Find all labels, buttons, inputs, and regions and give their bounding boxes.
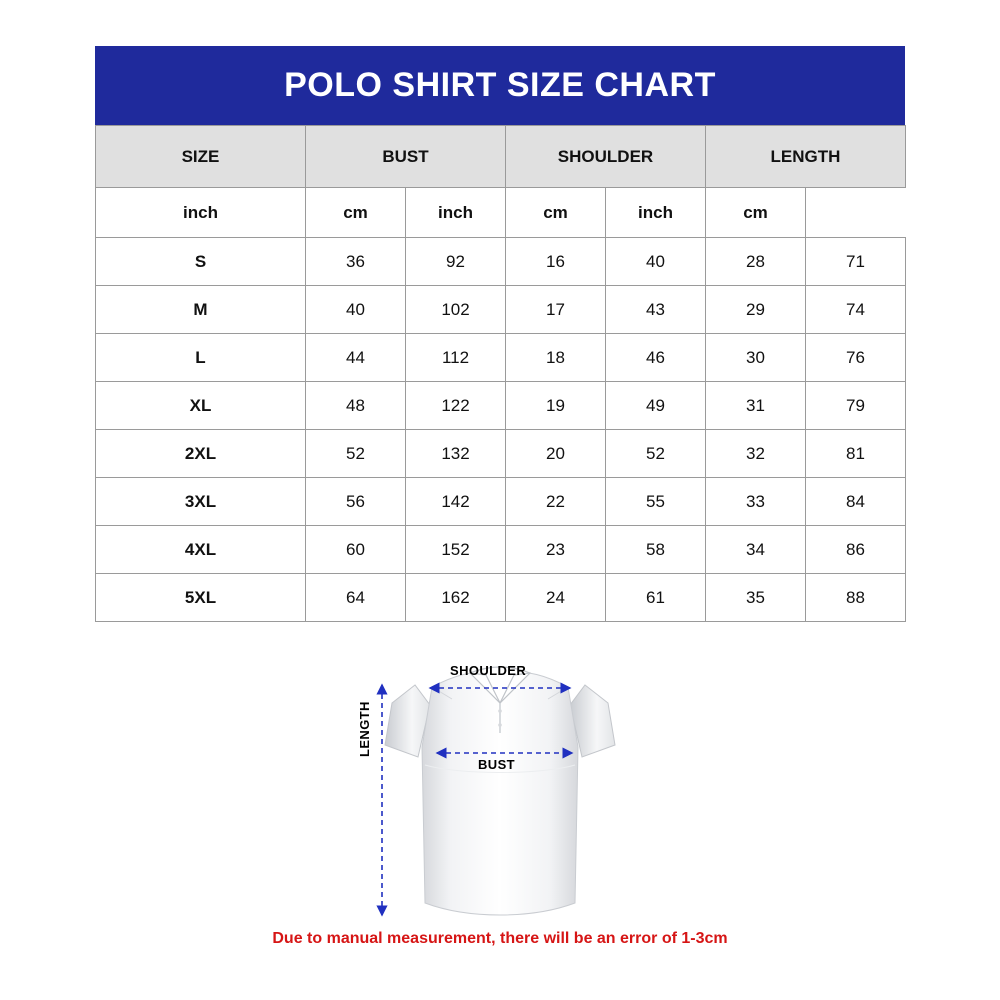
unit-cell-bust-cm: cm [306,188,406,238]
cell-bust-cm: 132 [406,430,506,478]
bust-label: BUST [478,757,515,772]
table-row [96,430,906,478]
unit-cell-shoulder-inch: inch [406,188,506,238]
cell-length-inch: 28 [706,238,806,286]
cell-bust-inch: 56 [306,478,406,526]
polo-shirt-illustration [385,667,615,915]
table-row [96,574,906,622]
table-row [96,526,906,574]
cell-bust-cm: 112 [406,334,506,382]
cell-length-cm: 71 [806,238,906,286]
measurement-note: Due to manual measurement, there will be an error of 1-3cm [272,930,728,947]
cell-bust-cm: 142 [406,478,506,526]
cell-bust-inch: 64 [306,574,406,622]
cell-bust-cm: 122 [406,382,506,430]
cell-length-inch: 31 [706,382,806,430]
cell-shoulder-inch: 20 [506,430,606,478]
cell-shoulder-cm: 61 [606,574,706,622]
cell-length-cm: 76 [806,334,906,382]
cell-shoulder-cm: 58 [606,526,706,574]
table-row [96,334,906,382]
column-header-shoulder: SHOULDER [506,126,706,188]
unit-cell-length-inch: inch [606,188,706,238]
cell-length-inch: 34 [706,526,806,574]
cell-bust-cm: 102 [406,286,506,334]
cell-size: 4XL [96,526,306,574]
table-units-row [96,188,906,238]
cell-length-cm: 79 [806,382,906,430]
cell-bust-inch: 48 [306,382,406,430]
cell-length-cm: 84 [806,478,906,526]
cell-size: L [96,334,306,382]
cell-shoulder-inch: 18 [506,334,606,382]
cell-shoulder-cm: 52 [606,430,706,478]
cell-shoulder-cm: 49 [606,382,706,430]
length-label: LENGTH [357,701,372,757]
column-header-bust: BUST [306,126,506,188]
table-row [96,382,906,430]
cell-size: S [96,238,306,286]
cell-length-inch: 33 [706,478,806,526]
cell-size: 5XL [96,574,306,622]
cell-bust-cm: 92 [406,238,506,286]
cell-size: 2XL [96,430,306,478]
cell-length-cm: 74 [806,286,906,334]
table-row [96,238,906,286]
cell-shoulder-cm: 43 [606,286,706,334]
cell-shoulder-inch: 19 [506,382,606,430]
cell-length-inch: 30 [706,334,806,382]
page-title: POLO SHIRT SIZE CHART [95,46,905,125]
shoulder-label: SHOULDER [450,663,527,678]
cell-size: M [96,286,306,334]
cell-bust-cm: 152 [406,526,506,574]
cell-bust-inch: 36 [306,238,406,286]
size-chart-table [95,125,906,622]
cell-bust-inch: 60 [306,526,406,574]
table-row [96,286,906,334]
cell-bust-inch: 44 [306,334,406,382]
cell-shoulder-inch: 16 [506,238,606,286]
unit-cell-shoulder-cm: cm [506,188,606,238]
cell-bust-cm: 162 [406,574,506,622]
cell-length-cm: 81 [806,430,906,478]
cell-size: XL [96,382,306,430]
unit-cell-length-cm: cm [706,188,806,238]
unit-cell-bust-inch: inch [96,188,306,238]
table-row [96,478,906,526]
cell-shoulder-inch: 17 [506,286,606,334]
cell-length-inch: 32 [706,430,806,478]
cell-shoulder-inch: 24 [506,574,606,622]
cell-length-cm: 88 [806,574,906,622]
column-header-size: SIZE [96,126,306,188]
cell-shoulder-cm: 40 [606,238,706,286]
table-group-header-row [96,126,906,188]
cell-length-inch: 35 [706,574,806,622]
size-chart [95,46,905,622]
cell-bust-inch: 40 [306,286,406,334]
column-header-length: LENGTH [706,126,906,188]
cell-bust-inch: 52 [306,430,406,478]
cell-length-inch: 29 [706,286,806,334]
cell-shoulder-cm: 46 [606,334,706,382]
cell-shoulder-cm: 55 [606,478,706,526]
cell-length-cm: 86 [806,526,906,574]
cell-size: 3XL [96,478,306,526]
cell-shoulder-inch: 22 [506,478,606,526]
cell-shoulder-inch: 23 [506,526,606,574]
